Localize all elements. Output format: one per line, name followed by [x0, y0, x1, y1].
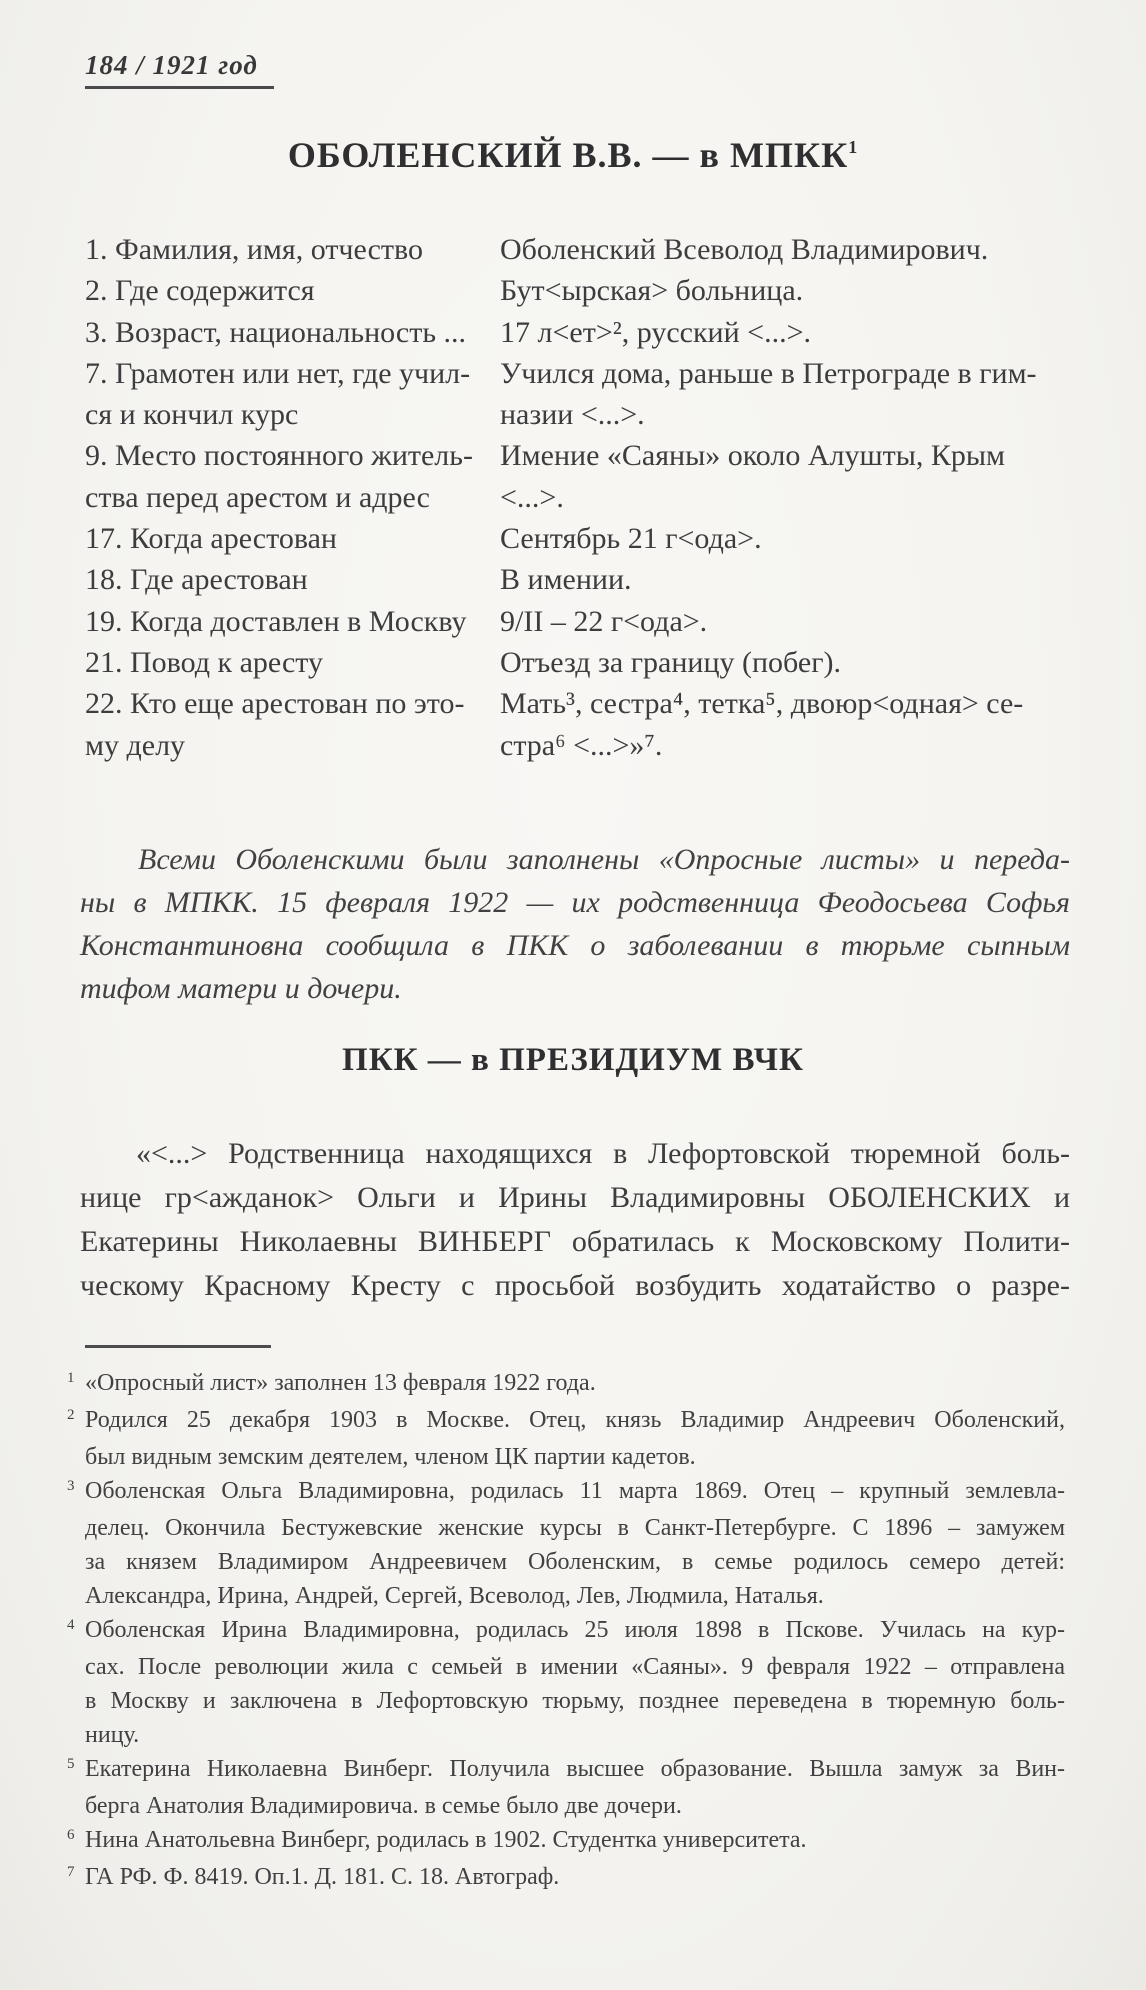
footnote [67, 1823, 1065, 1860]
questionnaire-block [85, 229, 1070, 766]
answer-text: Имение «Саяны» около Алушты, Крым [500, 439, 1006, 473]
question-text: 9. Место постоянного житель- [85, 439, 473, 473]
title-footnote-ref: 1 [848, 137, 859, 157]
footnote-text: «Опросный лист» заполнен 13 февраля 1922 года. [85, 1370, 596, 1396]
quote-line: ческому Красному Кресту с просьбой возбудить ходатайство о разре- [80, 1269, 1070, 1302]
footnote-text: Оболенская Ольга Владимировна, родилась 11 марта 1869. Отец – крупный землевла- [85, 1478, 1065, 1504]
footnote-text: делец. Окончила Бестужевские женские курсы в Санкт-Петербурге. С 1896 – замужем [85, 1515, 1065, 1541]
answer-text: Бут<ырская> больница. [500, 274, 804, 308]
footnote-text: Александра, Ирина, Андрей, Сергей, Всеволод, Лев, Людмила, Наталья. [85, 1583, 824, 1609]
footnote [67, 1474, 1065, 1613]
question-text: 19. Когда доставлен в Москву [85, 604, 467, 638]
questionnaire-row [85, 683, 1070, 724]
quoted-letter [80, 1132, 1070, 1308]
questionnaire-row [85, 394, 1070, 435]
questionnaire-row [85, 353, 1070, 394]
commentary-line: ны в МПКК. 15 февраля 1922 — их родственница Феодосьева Софья [80, 886, 1070, 919]
footnote [67, 1403, 1065, 1474]
footnote-text: Оболенская Ирина Владимировна, родилась 25 июля 1898 в Пскове. Училась на кур- [85, 1617, 1065, 1643]
question-text: 17. Когда арестован [85, 522, 337, 556]
answer-text: 17 л<ет>², русский <...>. [500, 315, 811, 349]
quote-line: Екатерины Николаевны ВИНБЕРГ обратилась к Московскому Полити- [80, 1225, 1070, 1258]
questionnaire-row [85, 270, 1070, 311]
questionnaire-row [85, 518, 1070, 559]
question-text: 18. Где арестован [85, 563, 308, 597]
footnotes-block [67, 1366, 1065, 1897]
answer-text: 9/II – 22 г<ода>. [500, 604, 708, 638]
footnote-marker: 1 [67, 1370, 75, 1386]
question-text: ся и кончил курс [85, 398, 299, 432]
quote-line: «<...> Родственница находящихся в Лефортовской тюремной боль- [136, 1137, 1070, 1170]
questionnaire-row [85, 435, 1070, 476]
footnote-marker: 2 [67, 1407, 75, 1423]
document-title-text: ОБОЛЕНСКИЙ В.В. — в МПКК [287, 135, 849, 175]
footnote-separator-rule [85, 1345, 271, 1348]
questionnaire-row [85, 477, 1070, 518]
page-running-head: 184 / 1921 год [85, 50, 274, 89]
answer-text: назии <...>. [500, 398, 645, 432]
footnote [67, 1613, 1065, 1752]
quote-line: нице гр<ажданок> Ольги и Ирины Владимировны ОБОЛЕНСКИХ и [80, 1181, 1070, 1214]
footnote [67, 1752, 1065, 1823]
answer-text: Сентябрь 21 г<ода>. [500, 522, 762, 556]
commentary-line: Всеми Оболенскими были заполнены «Опросные листы» и переда- [138, 843, 1070, 876]
footnote [67, 1860, 1065, 1897]
footnote-text: берга Анатолия Владимировича. в семье было две дочери. [85, 1793, 682, 1819]
footnote-text: Родился 25 декабря 1903 в Москве. Отец, князь Владимир Андреевич Оболенский, [85, 1407, 1065, 1433]
footnote [67, 1366, 1065, 1403]
answer-text: Отъезд за границу (побег). [500, 645, 842, 679]
questionnaire-row [85, 601, 1070, 642]
question-text: му делу [85, 728, 186, 762]
question-text: ства перед арестом и адрес [85, 480, 430, 514]
footnote-text: был видным земским деятелем, членом ЦК партии кадетов. [85, 1444, 696, 1470]
answer-text: <...>. [500, 480, 564, 514]
document-title [0, 134, 1146, 176]
footnote-text: ницу. [85, 1722, 140, 1748]
question-text: 2. Где содержится [85, 274, 315, 308]
question-text: 1. Фамилия, имя, отчество [85, 233, 423, 266]
questionnaire-row [85, 559, 1070, 600]
footnote-text: за князем Владимиром Андреевичем Оболенским, в семье родилось семеро детей: [85, 1549, 1065, 1575]
questionnaire-row [85, 229, 1070, 270]
questionnaire-row [85, 725, 1070, 766]
section-heading: ПКК — в ПРЕЗИДИУМ ВЧК [342, 1042, 804, 1078]
answer-text: В имении. [500, 563, 632, 597]
answer-text: Мать³, сестра⁴, тетка⁵, двоюр<одная> се- [500, 687, 1024, 721]
commentary-line: Константиновна сообщила в ПКК о заболевании в тюрьме сыпным [80, 929, 1070, 962]
answer-text: Оболенский Всеволод Владимирович. [500, 233, 989, 266]
footnote-marker: 3 [67, 1478, 75, 1494]
editorial-commentary [80, 838, 1070, 1010]
footnote-text: Нина Анатольевна Винберг, родилась в 1902. Студентка университета. [85, 1827, 807, 1853]
questionnaire-row [85, 642, 1070, 683]
footnote-marker: 4 [67, 1617, 75, 1633]
question-text: 21. Повод к аресту [85, 645, 324, 679]
footnote-text: ГА РФ. Ф. 8419. Оп.1. Д. 181. С. 18. Автограф. [85, 1864, 560, 1890]
questionnaire-row [85, 312, 1070, 353]
question-text: 3. Возраст, национальность ... [85, 315, 467, 349]
footnote-text: сах. После революции жила с семьей в имении «Саяны». 9 февраля 1922 – отправлена [85, 1654, 1065, 1680]
footnote-text: Екатерина Николаевна Винберг. Получила высшее образование. Вышла замуж за Вин- [85, 1756, 1065, 1782]
footnote-text: в Москву и заключена в Лефортовскую тюрьму, позднее переведена в тюремную боль- [85, 1688, 1065, 1714]
footnote-marker: 5 [67, 1756, 75, 1772]
question-text: 7. Грамотен или нет, где учил- [85, 356, 471, 390]
answer-text: Учился дома, раньше в Петрограде в гим- [500, 356, 1037, 390]
question-text: 22. Кто еще арестован по это- [85, 687, 465, 721]
commentary-line: тифом матери и дочери. [80, 972, 402, 1005]
answer-text: стра⁶ <...>»⁷. [500, 728, 663, 762]
footnote-marker: 7 [67, 1864, 75, 1880]
footnote-marker: 6 [67, 1827, 75, 1843]
